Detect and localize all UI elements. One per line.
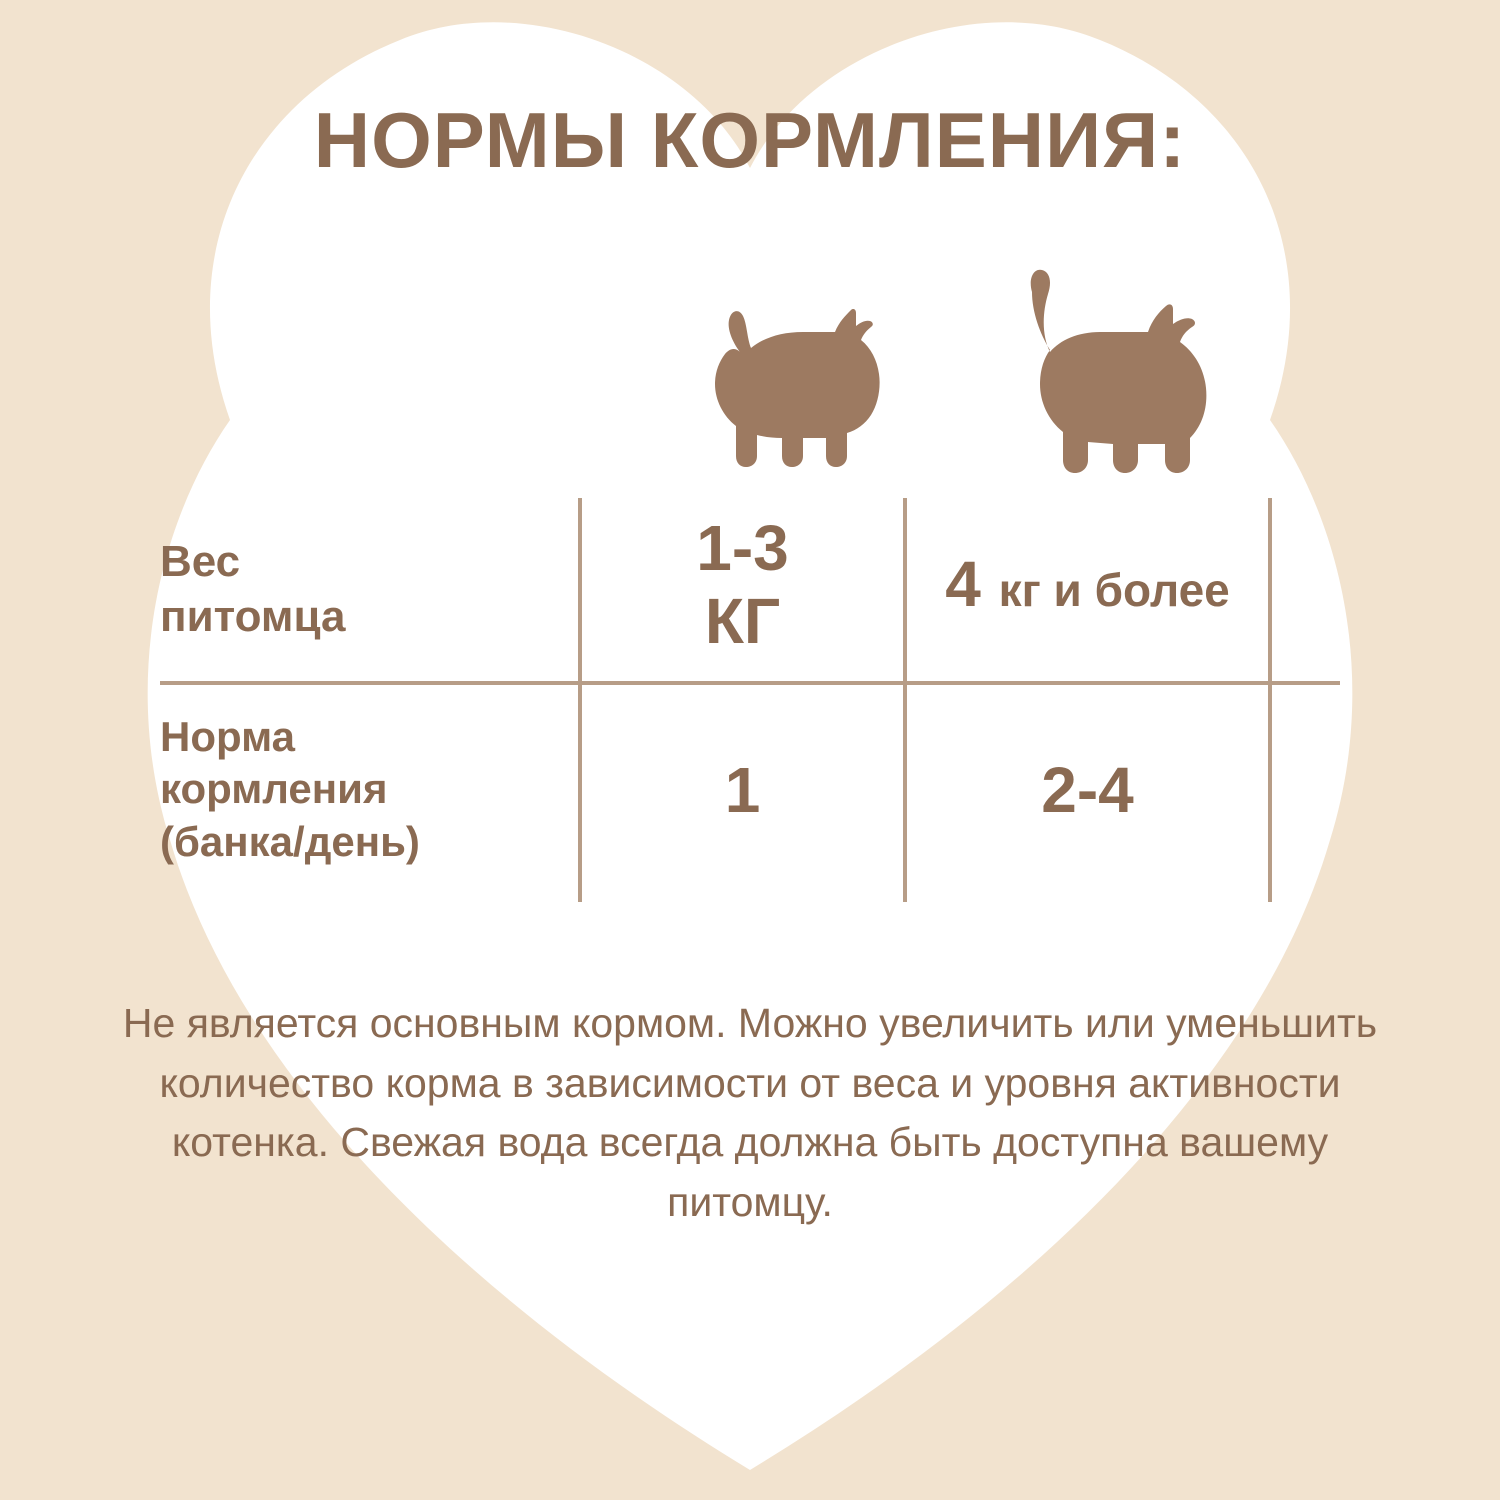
row-label-portion [160,683,580,903]
cell-portion-small: 1 [580,683,905,903]
feeding-table-wrap [160,498,1340,903]
cell-weight-small-main: 1-3 [696,511,789,584]
row-label-weight [160,498,580,683]
row-label-line2: кормления [160,765,388,813]
table-right-edge-top [1270,498,1340,683]
table-right-edge-bottom [1270,683,1340,903]
cell-portion-large: 2-4 [905,683,1270,903]
row-label-line1: Норма [160,712,295,760]
row-label-line1: Вес [160,537,241,587]
adult-cat-silhouette-icon [998,264,1238,476]
feeding-note: Не является основным кормом. Можно увеличить или уменьшить количество корма в зависимости от веса и уровня активности котенка. Свежая вода всегда должна быть доступна вашему питомцу. [122,1000,1378,1225]
large-cat-cell [955,264,1280,476]
cell-weight-large-text [923,548,1252,622]
cell-weight-large-unit: кг и более [998,564,1230,617]
table-row [160,498,1340,683]
cell-weight-large [905,498,1270,683]
row-label-line2: питомца [160,592,346,642]
table-row [160,683,1340,903]
small-cat-cell [630,296,955,476]
page-title: НОРМЫ КОРМЛЕНИЯ: [313,96,1187,184]
cell-weight-large-main: 4 [945,548,981,621]
cell-weight-small-unit: КГ [704,585,781,658]
cat-icons-row [160,264,1340,476]
cell-weight-small [580,498,905,683]
row-label-line3: (банка/день) [160,817,420,865]
feeding-norms-table [160,498,1340,903]
kitten-silhouette-icon [685,296,900,476]
